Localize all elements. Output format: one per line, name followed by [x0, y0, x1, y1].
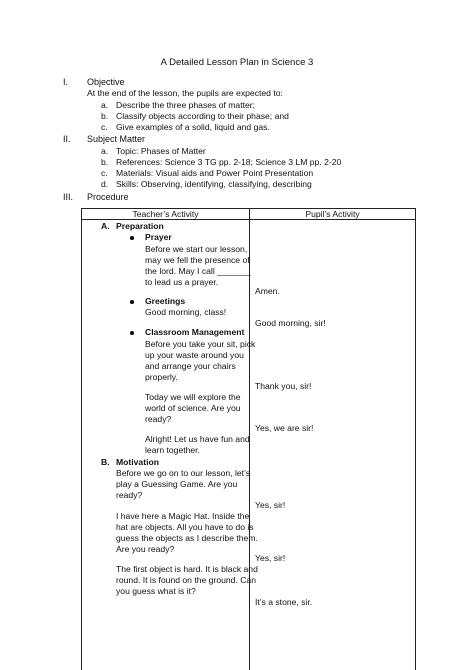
section-number-procedure: III.	[63, 192, 74, 202]
prayer-line: to lead us a prayer.	[145, 277, 219, 287]
section-title-subject-matter: Subject Matter	[87, 134, 146, 144]
explore-line: ready?	[145, 414, 172, 424]
section-title-objective: Objective	[87, 77, 125, 87]
magic-hat-line: Are you ready?	[116, 544, 175, 554]
table-left-border	[81, 208, 82, 670]
motivation-line: Before we go on to our lesson, let’s	[116, 468, 251, 478]
motivation-line: ready?	[116, 490, 143, 500]
section-number-subject-matter: II.	[63, 134, 71, 144]
prayer-line: may we fell the presence of	[145, 255, 250, 265]
prayer-line: Before we start our lesson,	[145, 244, 248, 254]
first-object-line: round. It is found on the ground. Can	[116, 575, 256, 585]
pupil-response-yes-sir: Yes, sir!	[255, 500, 286, 510]
subject-letter: b.	[101, 157, 109, 167]
section-title-procedure: Procedure	[87, 192, 129, 202]
explore-line: Today we will explore the	[145, 392, 241, 402]
pupil-response-good-morning: Good morning, sir!	[255, 318, 326, 328]
magic-hat-line: hat are objects. All you have to do is	[116, 522, 254, 532]
classroom-line: properly.	[145, 372, 178, 382]
bullet-icon	[130, 236, 134, 240]
classroom-line: up your waste around you	[145, 350, 244, 360]
fun-line: learn together.	[145, 445, 200, 455]
subject-item: Topic: Phases of Matter	[116, 146, 206, 156]
magic-hat-line: I have here a Magic Hat. Inside the	[116, 511, 250, 521]
classroom-line: Before you take your sit, pick	[145, 339, 256, 349]
motivation-line: play a Guessing Game. Are you	[116, 479, 238, 489]
pupil-activity-header: Pupil’s Activity	[305, 209, 360, 219]
first-object-line: you guess what is it?	[116, 586, 196, 596]
fun-line: Alright! Let us have fun and	[145, 434, 250, 444]
pupil-response-yes-we-are: Yes, we are sir!	[255, 423, 314, 433]
bullet-icon	[130, 300, 134, 304]
classroom-management-title: Classroom Management	[145, 327, 245, 337]
page-title: A Detailed Lesson Plan in Science 3	[160, 57, 314, 68]
objective-item: Describe the three phases of matter;	[116, 100, 256, 110]
prayer-line: the lord. May I call _______	[145, 266, 251, 276]
subject-item: Materials: Visual aids and Power Point Presentation	[116, 168, 314, 178]
subject-item: References: Science 3 TG pp. 2-18; Science 3 LM pp. 2-20	[116, 157, 342, 167]
objective-letter: c.	[101, 122, 108, 132]
objective-letter: b.	[101, 111, 109, 121]
objective-intro: At the end of the lesson, the pupils are expected to:	[87, 88, 283, 98]
section-a-title: Preparation	[116, 221, 164, 231]
pupil-response-stone: It’s a stone, sir.	[255, 597, 313, 607]
first-object-line: The first object is hard. It is black and	[116, 564, 258, 574]
greetings-line: Good morning, class!	[145, 307, 227, 317]
pupil-response-amen: Amen.	[255, 286, 280, 296]
section-a-label: A.	[101, 221, 110, 231]
bullet-icon	[130, 331, 134, 335]
section-b-label: B.	[101, 457, 110, 467]
subject-letter: c.	[101, 168, 108, 178]
greetings-title: Greetings	[145, 296, 186, 306]
explore-line: world of science. Are you	[145, 403, 241, 413]
subject-item: Skills: Observing, identifying, classifying, describing	[116, 179, 312, 189]
pupil-response-thank-you: Thank you, sir!	[255, 381, 312, 391]
objective-letter: a.	[101, 100, 109, 110]
subject-letter: d.	[101, 179, 109, 189]
magic-hat-line: guess the objects as I describe them.	[116, 533, 258, 543]
classroom-line: and arrange your chairs	[145, 361, 236, 371]
table-right-border	[415, 208, 416, 670]
prayer-title: Prayer	[145, 232, 172, 242]
pupil-response-yes-sir: Yes, sir!	[255, 553, 286, 563]
section-b-title: Motivation	[116, 457, 159, 467]
teacher-activity-header: Teacher’s Activity	[132, 209, 199, 219]
objective-item: Classify objects according to their phase; and	[116, 111, 289, 121]
objective-item: Give examples of a solid, liquid and gas.	[116, 122, 270, 132]
subject-letter: a.	[101, 146, 109, 156]
section-number-objective: I.	[63, 77, 69, 87]
